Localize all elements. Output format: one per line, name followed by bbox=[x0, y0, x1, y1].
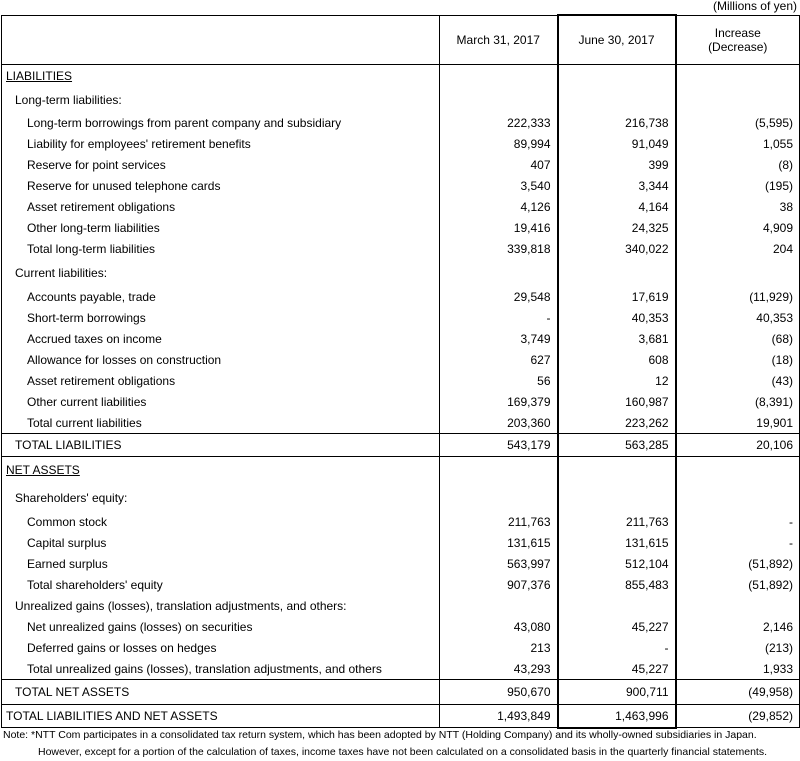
header-june-2017: June 30, 2017 bbox=[558, 15, 676, 65]
table-row bbox=[2, 287, 800, 308]
table-row bbox=[2, 705, 800, 728]
table-row bbox=[2, 350, 800, 371]
value-march-2017 bbox=[440, 596, 558, 617]
value-june-2017: 399 bbox=[558, 155, 676, 176]
value-march-2017: 203,360 bbox=[440, 413, 558, 434]
value-increase-decrease: - bbox=[676, 512, 800, 533]
table-row bbox=[2, 371, 800, 392]
header-increase: Increase bbox=[714, 25, 761, 40]
value-june-2017 bbox=[558, 87, 676, 113]
table-header-row bbox=[2, 15, 800, 65]
value-march-2017: 89,994 bbox=[440, 134, 558, 155]
value-march-2017: 4,126 bbox=[440, 197, 558, 218]
value-june-2017: 12 bbox=[558, 371, 676, 392]
row-label: Shareholders' equity: bbox=[2, 484, 440, 512]
value-june-2017: 3,681 bbox=[558, 329, 676, 350]
value-march-2017: 213 bbox=[440, 638, 558, 659]
value-increase-decrease bbox=[676, 596, 800, 617]
table-row bbox=[2, 617, 800, 638]
value-march-2017: 43,080 bbox=[440, 617, 558, 638]
row-label: Accrued taxes on income bbox=[2, 329, 440, 350]
value-march-2017: 907,376 bbox=[440, 575, 558, 596]
table-row bbox=[2, 659, 800, 680]
value-march-2017: 563,997 bbox=[440, 554, 558, 575]
value-june-2017: 24,325 bbox=[558, 218, 676, 239]
row-label: NET ASSETS bbox=[2, 457, 440, 484]
value-march-2017: 169,379 bbox=[440, 392, 558, 413]
table-row bbox=[2, 638, 800, 659]
value-increase-decrease: 204 bbox=[676, 239, 800, 260]
value-june-2017: 216,738 bbox=[558, 113, 676, 134]
value-march-2017: 407 bbox=[440, 155, 558, 176]
table-row bbox=[2, 176, 800, 197]
value-increase-decrease: (49,958) bbox=[676, 680, 800, 705]
row-label: Current liabilities: bbox=[2, 260, 440, 287]
value-increase-decrease: - bbox=[676, 533, 800, 554]
table-row bbox=[2, 680, 800, 705]
table-row bbox=[2, 308, 800, 329]
value-march-2017: 211,763 bbox=[440, 512, 558, 533]
value-increase-decrease: (195) bbox=[676, 176, 800, 197]
value-june-2017 bbox=[558, 596, 676, 617]
value-june-2017 bbox=[558, 457, 676, 484]
value-march-2017 bbox=[440, 87, 558, 113]
value-march-2017: 3,540 bbox=[440, 176, 558, 197]
row-label: Other long-term liabilities bbox=[2, 218, 440, 239]
value-increase-decrease: (8,391) bbox=[676, 392, 800, 413]
balance-sheet-table bbox=[1, 14, 800, 729]
table-row bbox=[2, 596, 800, 617]
value-increase-decrease: (68) bbox=[676, 329, 800, 350]
value-march-2017 bbox=[440, 65, 558, 87]
value-june-2017: 45,227 bbox=[558, 617, 676, 638]
value-march-2017: 543,179 bbox=[440, 434, 558, 457]
value-june-2017: 1,463,996 bbox=[558, 705, 676, 728]
value-march-2017: 29,548 bbox=[440, 287, 558, 308]
header-blank bbox=[2, 15, 440, 65]
footnote-line-1: Note: *NTT Com participates in a consolidated tax return system, which has been adopted by NTT (Holding Company) and its wholly-owned subsidiaries in Japan. bbox=[3, 729, 757, 741]
header-march-2017: March 31, 2017 bbox=[440, 15, 558, 65]
table-row bbox=[2, 239, 800, 260]
row-label: Liability for employees' retirement benefits bbox=[2, 134, 440, 155]
row-label: Total unrealized gains (losses), translation adjustments, and others bbox=[2, 659, 440, 680]
value-june-2017: 900,711 bbox=[558, 680, 676, 705]
value-march-2017: 43,293 bbox=[440, 659, 558, 680]
table-row bbox=[2, 65, 800, 87]
value-increase-decrease bbox=[676, 65, 800, 87]
row-label: Reserve for point services bbox=[2, 155, 440, 176]
value-increase-decrease bbox=[676, 484, 800, 512]
value-march-2017: 222,333 bbox=[440, 113, 558, 134]
table-row bbox=[2, 533, 800, 554]
row-label: TOTAL LIABILITIES bbox=[2, 434, 440, 457]
row-label: Total current liabilities bbox=[2, 413, 440, 434]
value-increase-decrease: (5,595) bbox=[676, 113, 800, 134]
table-row bbox=[2, 554, 800, 575]
value-june-2017: - bbox=[558, 638, 676, 659]
row-label: Net unrealized gains (losses) on securities bbox=[2, 617, 440, 638]
row-label: LIABILITIES bbox=[2, 65, 440, 87]
value-increase-decrease: 1,933 bbox=[676, 659, 800, 680]
table-row bbox=[2, 260, 800, 287]
value-increase-decrease: (51,892) bbox=[676, 575, 800, 596]
row-label: TOTAL LIABILITIES AND NET ASSETS bbox=[2, 705, 440, 728]
table-row bbox=[2, 197, 800, 218]
value-march-2017: 627 bbox=[440, 350, 558, 371]
row-label: Unrealized gains (losses), translation adjustments, and others: bbox=[2, 596, 440, 617]
value-increase-decrease: 20,106 bbox=[676, 434, 800, 457]
row-label: Long-term liabilities: bbox=[2, 87, 440, 113]
row-label: Deferred gains or losses on hedges bbox=[2, 638, 440, 659]
value-june-2017: 223,262 bbox=[558, 413, 676, 434]
table-row bbox=[2, 392, 800, 413]
value-increase-decrease: 2,146 bbox=[676, 617, 800, 638]
value-june-2017: 3,344 bbox=[558, 176, 676, 197]
value-june-2017: 131,615 bbox=[558, 533, 676, 554]
row-label: Allowance for losses on construction bbox=[2, 350, 440, 371]
value-june-2017: 512,104 bbox=[558, 554, 676, 575]
value-june-2017: 17,619 bbox=[558, 287, 676, 308]
value-june-2017: 4,164 bbox=[558, 197, 676, 218]
value-june-2017: 45,227 bbox=[558, 659, 676, 680]
value-increase-decrease bbox=[676, 457, 800, 484]
row-label: Total shareholders' equity bbox=[2, 575, 440, 596]
value-march-2017: 131,615 bbox=[440, 533, 558, 554]
value-increase-decrease: (29,852) bbox=[676, 705, 800, 728]
table-row bbox=[2, 218, 800, 239]
value-march-2017: 1,493,849 bbox=[440, 705, 558, 728]
header-decrease: (Decrease) bbox=[708, 39, 768, 54]
row-label: Reserve for unused telephone cards bbox=[2, 176, 440, 197]
row-label: Other current liabilities bbox=[2, 392, 440, 413]
value-increase-decrease: 19,901 bbox=[676, 413, 800, 434]
value-june-2017: 563,285 bbox=[558, 434, 676, 457]
value-march-2017 bbox=[440, 457, 558, 484]
value-june-2017: 608 bbox=[558, 350, 676, 371]
table-row bbox=[2, 434, 800, 457]
table-row bbox=[2, 484, 800, 512]
value-march-2017 bbox=[440, 484, 558, 512]
table-row bbox=[2, 134, 800, 155]
row-label: Common stock bbox=[2, 512, 440, 533]
value-increase-decrease: (18) bbox=[676, 350, 800, 371]
row-label: Earned surplus bbox=[2, 554, 440, 575]
table-row bbox=[2, 512, 800, 533]
table-row bbox=[2, 155, 800, 176]
value-march-2017: 19,416 bbox=[440, 218, 558, 239]
row-label: Accounts payable, trade bbox=[2, 287, 440, 308]
unit-note: (Millions of yen) bbox=[712, 0, 797, 13]
table-row bbox=[2, 113, 800, 134]
value-march-2017: 339,818 bbox=[440, 239, 558, 260]
value-increase-decrease: 38 bbox=[676, 197, 800, 218]
row-label: Capital surplus bbox=[2, 533, 440, 554]
value-june-2017 bbox=[558, 65, 676, 87]
table-row bbox=[2, 329, 800, 350]
value-june-2017 bbox=[558, 260, 676, 287]
value-march-2017: - bbox=[440, 308, 558, 329]
value-increase-decrease: 4,909 bbox=[676, 218, 800, 239]
footnote-line-2: However, except for a portion of the calculation of taxes, income taxes have not been calculated on a consolidated basis in the quarterly financial statements. bbox=[38, 746, 768, 758]
row-label: TOTAL NET ASSETS bbox=[2, 680, 440, 705]
header-increase-decrease bbox=[676, 15, 800, 65]
value-increase-decrease: (8) bbox=[676, 155, 800, 176]
value-increase-decrease: (11,929) bbox=[676, 287, 800, 308]
value-march-2017 bbox=[440, 260, 558, 287]
value-increase-decrease: (43) bbox=[676, 371, 800, 392]
value-increase-decrease: (51,892) bbox=[676, 554, 800, 575]
row-label: Short-term borrowings bbox=[2, 308, 440, 329]
value-increase-decrease: (213) bbox=[676, 638, 800, 659]
row-label: Asset retirement obligations bbox=[2, 371, 440, 392]
table-row bbox=[2, 413, 800, 434]
value-june-2017: 91,049 bbox=[558, 134, 676, 155]
value-june-2017: 40,353 bbox=[558, 308, 676, 329]
value-increase-decrease: 40,353 bbox=[676, 308, 800, 329]
row-label: Total long-term liabilities bbox=[2, 239, 440, 260]
table-row bbox=[2, 87, 800, 113]
value-june-2017: 340,022 bbox=[558, 239, 676, 260]
table-row bbox=[2, 575, 800, 596]
value-june-2017: 855,483 bbox=[558, 575, 676, 596]
value-june-2017: 160,987 bbox=[558, 392, 676, 413]
value-march-2017: 950,670 bbox=[440, 680, 558, 705]
value-june-2017 bbox=[558, 484, 676, 512]
value-increase-decrease: 1,055 bbox=[676, 134, 800, 155]
row-label: Long-term borrowings from parent company and subsidiary bbox=[2, 113, 440, 134]
value-increase-decrease bbox=[676, 87, 800, 113]
value-increase-decrease bbox=[676, 260, 800, 287]
value-march-2017: 56 bbox=[440, 371, 558, 392]
value-march-2017: 3,749 bbox=[440, 329, 558, 350]
table-row bbox=[2, 457, 800, 484]
row-label: Asset retirement obligations bbox=[2, 197, 440, 218]
value-june-2017: 211,763 bbox=[558, 512, 676, 533]
